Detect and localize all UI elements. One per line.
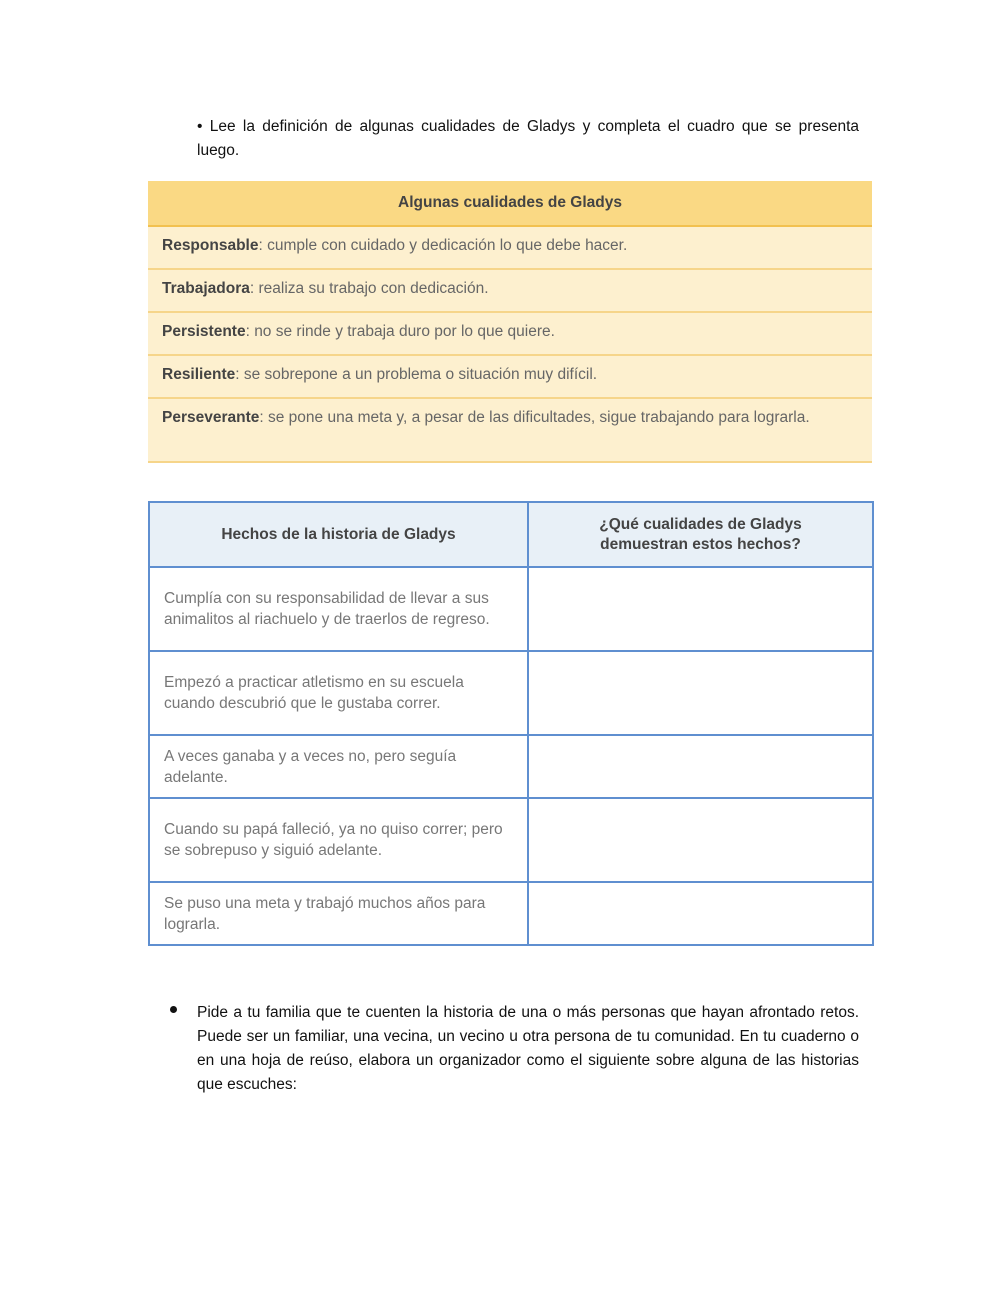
- qualities-table: [148, 181, 872, 463]
- fact-cell: Cumplía con su responsabilidad de llevar a sus animalitos al riachuelo y de traerlos de regreso.: [149, 567, 528, 651]
- fact-cell: Se puso una meta y trabajó muchos años para lograrla.: [149, 882, 528, 945]
- fact-cell: Empezó a practicar atletismo en su escuela cuando descubrió que le gustaba correr.: [149, 651, 528, 735]
- quality-term: Trabajadora: [162, 280, 250, 297]
- quality-definition: : realiza su trabajo con dedicación.: [249, 280, 489, 297]
- quality-term: Resiliente: [162, 366, 236, 383]
- quality-term: Persistente: [162, 323, 246, 340]
- quality-row: [148, 313, 872, 356]
- table-row: [149, 651, 873, 735]
- fact-cell: Cuando su papá falleció, ya no quiso correr; pero se sobrepuso y siguió adelante.: [149, 798, 528, 882]
- table-row: [149, 882, 873, 945]
- quality-definition: : cumple con cuidado y dedicación lo que debe hacer.: [258, 237, 628, 254]
- table-row: [149, 567, 873, 651]
- facts-header-right: ¿Qué cualidades de Gladys demuestran estos hechos?: [528, 502, 873, 567]
- quality-definition: : se pone una meta y, a pesar de las dificultades, sigue trabajando para lograrla.: [259, 409, 810, 426]
- facts-header-row: [149, 502, 873, 567]
- answer-cell[interactable]: [528, 882, 873, 945]
- quality-row: [148, 356, 872, 399]
- facts-table: [148, 501, 874, 946]
- facts-header-left: Hechos de la historia de Gladys: [149, 502, 528, 567]
- answer-cell[interactable]: [528, 651, 873, 735]
- quality-term: Responsable: [162, 237, 259, 254]
- intro-paragraph: • Lee la definición de algunas cualidades de Gladys y completa el cuadro que se presenta luego.: [197, 118, 859, 159]
- answer-cell[interactable]: [528, 798, 873, 882]
- table-row: [149, 735, 873, 798]
- quality-definition: : se sobrepone a un problema o situación muy difícil.: [235, 366, 598, 383]
- quality-definition: : no se rinde y trabaja duro por lo que quiere.: [245, 323, 555, 340]
- quality-term: Perseverante: [162, 409, 260, 426]
- quality-row: [148, 270, 872, 313]
- bullet-icon: [170, 1006, 177, 1013]
- table-row: [149, 798, 873, 882]
- quality-row: [148, 399, 872, 463]
- answer-cell[interactable]: [528, 735, 873, 798]
- qualities-title: Algunas cualidades de Gladys: [148, 181, 872, 227]
- answer-cell[interactable]: [528, 567, 873, 651]
- instruction-paragraph: Pide a tu familia que te cuenten la historia de una o más personas que hayan afrontado retos. Puede ser un familiar, una vecina, un vecino u otra persona de tu comunidad. En tu cuaderno o en una hoja de reúso, elabora un organizador como el siguiente sobre alguna de las historias que escuches:: [197, 1004, 859, 1093]
- fact-cell: A veces ganaba y a veces no, pero seguía adelante.: [149, 735, 528, 798]
- quality-row: [148, 227, 872, 270]
